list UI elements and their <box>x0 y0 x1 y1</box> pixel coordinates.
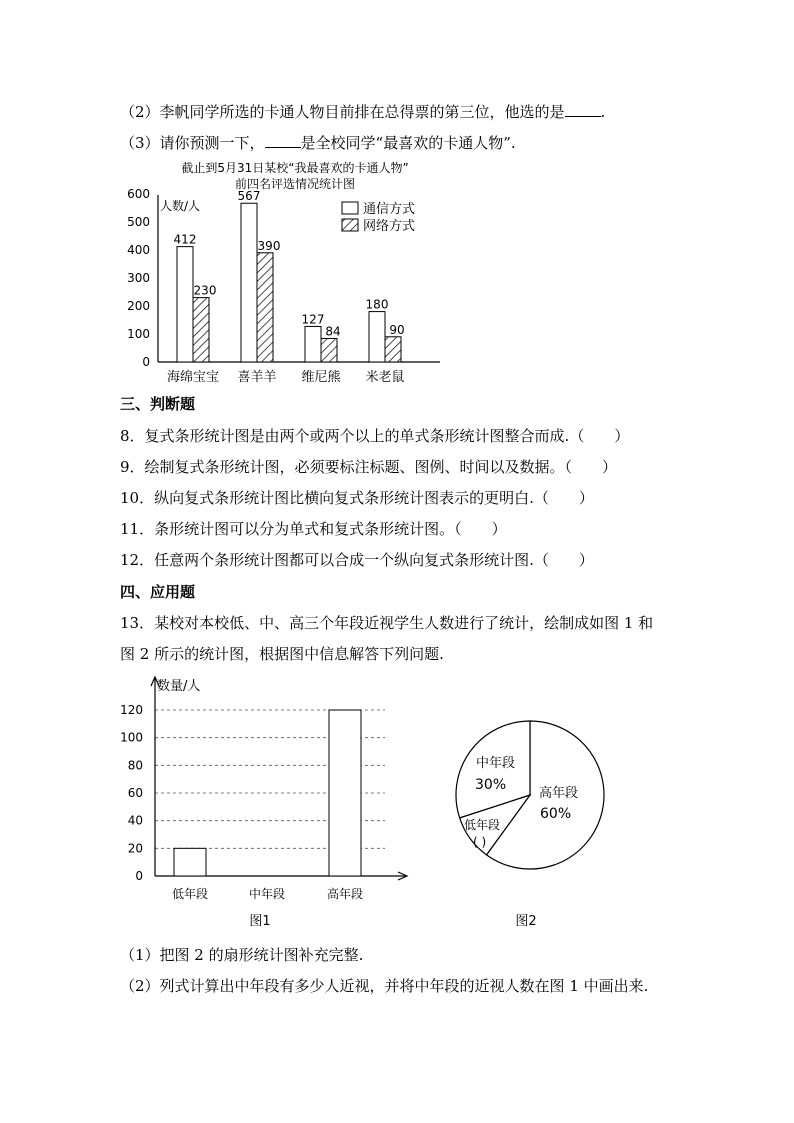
y-tick-label: 60 <box>127 786 143 800</box>
question-3-text: （3）请你预测一下， <box>120 134 265 152</box>
question-2 <box>120 102 605 122</box>
question-13-sub1: （1）把图 2 的扇形统计图补充完整. <box>120 946 364 964</box>
data-label: 390 <box>257 238 281 253</box>
category-label: 米老鼠 <box>365 370 405 385</box>
bar <box>174 848 206 876</box>
y-tick-label: 0 <box>135 869 143 883</box>
pie-pct-high: 60% <box>540 806 572 822</box>
y-tick-label: 120 <box>120 703 143 717</box>
y-tick-label: 20 <box>127 841 143 856</box>
question-2-text: （2）李帆同学所选的卡通人物目前排在总得票的第三位，他选的是 <box>120 103 565 121</box>
myopia-bar-chart <box>120 670 420 935</box>
y-tick-label: 400 <box>127 243 150 257</box>
cartoon-vote-bar-chart <box>120 155 460 387</box>
bar-online <box>193 298 209 362</box>
myopia-pie-chart <box>440 685 620 935</box>
category-label: 低年段 <box>171 887 209 901</box>
y-tick-label: 500 <box>127 215 150 229</box>
y-tick-label: 100 <box>120 730 143 745</box>
chart-title-line2: 前四名评选情况统计图 <box>234 177 356 191</box>
question-13-line1: 13．某校对本校低、中、高三个年段近视学生人数进行了统计，绘制成如图 1 和 <box>120 614 654 632</box>
bar-online <box>257 253 273 362</box>
legend-label: 网络方式 <box>363 219 416 234</box>
y-tick-label: 100 <box>127 327 150 341</box>
figure-caption: 图2 <box>515 914 537 929</box>
y-axis-label: 数量/人 <box>157 679 201 694</box>
bar-online <box>385 337 401 362</box>
legend-swatch <box>342 202 358 214</box>
category-label: 海绵宝宝 <box>166 370 220 385</box>
pie-pct-low: ( ) <box>473 835 487 849</box>
y-tick-label: 300 <box>127 271 150 285</box>
judgment-item: 12．任意两个条形统计图都可以合成一个纵向复式条形统计图.（ ） <box>120 551 594 569</box>
bar <box>329 710 361 876</box>
category-label: 喜羊羊 <box>237 370 277 385</box>
answer-blank <box>265 133 301 148</box>
data-label: 84 <box>325 324 341 339</box>
question-13-sub2: （2）列式计算出中年段有多少人近视，并将中年段的近视人数在图 1 中画出来. <box>120 977 649 995</box>
bar-mail <box>177 247 193 362</box>
bar-mail <box>241 203 257 362</box>
bar-mail <box>369 312 385 362</box>
pie-pct-mid: 30% <box>475 777 507 793</box>
chart-title-line1: 截止到5月31日某校“我最喜欢的卡通人物” <box>181 161 409 175</box>
category-label: 维尼熊 <box>301 370 341 385</box>
y-tick-label: 0 <box>142 355 150 369</box>
y-tick-label: 200 <box>127 299 150 313</box>
answer-blank <box>565 102 601 117</box>
bar-online <box>321 338 337 362</box>
data-label: 127 <box>301 312 325 327</box>
category-label: 高年段 <box>326 887 364 901</box>
judgment-item: 11．条形统计图可以分为单式和复式条形统计图。（ ） <box>120 520 507 538</box>
question-3 <box>120 133 516 153</box>
pie-label-low: 低年段 <box>464 818 501 832</box>
section-3-heading: 三、判断题 <box>120 395 196 413</box>
legend-label: 通信方式 <box>363 202 416 217</box>
question-2-end: . <box>600 103 606 121</box>
pie-label-mid: 中年段 <box>476 756 516 771</box>
figure-caption: 图1 <box>249 914 271 929</box>
data-label: 412 <box>173 232 197 247</box>
question-3-end: 是全校同学“最喜欢的卡通人物”. <box>300 134 516 152</box>
data-label: 180 <box>365 297 389 312</box>
y-tick-label: 600 <box>127 187 150 201</box>
question-13-line2: 图 2 所示的统计图，根据图中信息解答下列问题. <box>120 645 444 663</box>
data-label: 90 <box>389 322 405 337</box>
bar-mail <box>305 326 321 362</box>
y-axis-label: 人数/人 <box>160 199 201 213</box>
judgment-item: 8．复式条形统计图是由两个或两个以上的单式条形统计图整合而成.（ ） <box>120 427 630 445</box>
pie-label-high: 高年段 <box>539 786 579 801</box>
section-4-heading: 四、应用题 <box>120 583 196 601</box>
category-label: 中年段 <box>248 887 286 901</box>
data-label: 230 <box>193 283 217 298</box>
y-tick-label: 80 <box>127 758 143 773</box>
y-tick-label: 40 <box>127 813 143 828</box>
data-label: 567 <box>237 189 261 204</box>
legend-swatch <box>342 219 358 231</box>
judgment-item: 10．纵向复式条形统计图比横向复式条形统计图表示的更明白.（ ） <box>120 489 594 507</box>
judgment-item: 9．绘制复式条形统计图，必须要标注标题、图例、时间以及数据。（ ） <box>120 458 618 476</box>
